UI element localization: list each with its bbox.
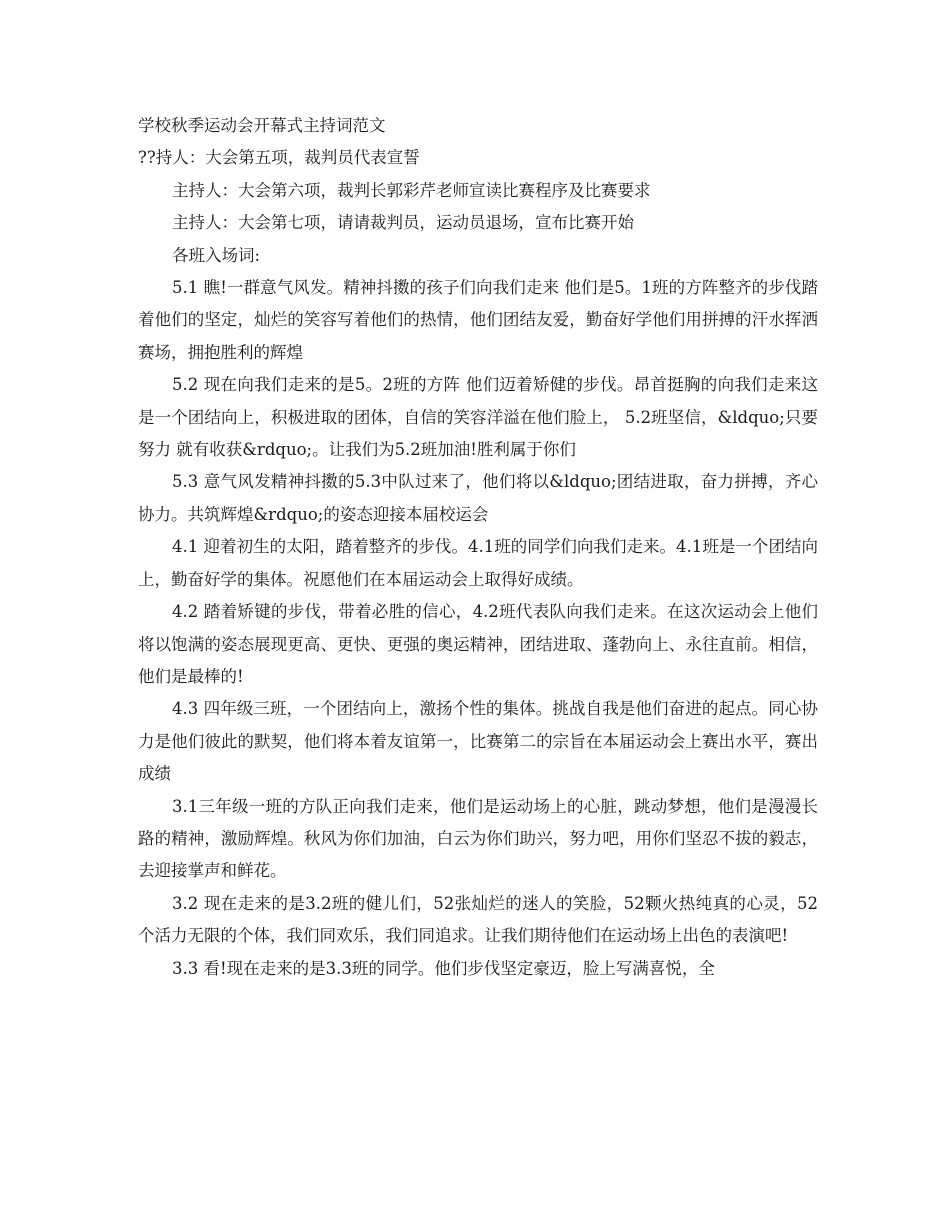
paragraph: 各班入场词: [172, 245, 261, 265]
paragraph: 主持人：大会第七项，请请裁判员，运动员退场，宣布比赛开始 [172, 213, 634, 233]
paragraph: 4.3 四年级三班，一个团结向上，激扬个性的集体。挑战自我是他们奋进的起点。同心协力是他们彼此的默契，他们将本着友谊第一，比赛第二的宗旨在本届运动会上赛出水平，赛出成绩 [138, 699, 818, 784]
paragraph: 5.2 现在向我们走来的是5。2班的方阵 他们迈着矫健的步伐。昂首挺胸的向我们走来这是一个团结向上，积极进取的团体，自信的笑容洋溢在他们脸上， 5.2班坚信，&ldquo;只要努力 就有收获&rdquo;。让我们为5.2班加油!胜利属于你们 [138, 375, 818, 460]
paragraph: 4.2 踏着矫键的步伐，带着必胜的信心，4.2班代表队向我们走来。在这次运动会上他们将以饱满的姿态展现更高、更快、更强的奥运精神，团结进取、蓬勃向上、永往直前。相信，他们是最棒的! [138, 602, 818, 686]
paragraph-list [138, 142, 818, 985]
paragraph: 5.3 意气风发精神抖擞的5.3中队过来了，他们将以&ldquo;团结进取，奋力拼搏，齐心协力。共筑辉煌&rdquo;的姿态迎接本届校运会 [138, 472, 818, 524]
paragraph: 4.1 迎着初生的太阳，踏着整齐的步伐。4.1班的同学们向我们走来。4.1班是一个团结向上，勤奋好学的集体。祝愿他们在本届运动会上取得好成绩。 [138, 537, 818, 589]
document-title: 学校秋季运动会开幕式主持词范文 [138, 116, 386, 135]
paragraph: 主持人：大会第六项，裁判长郭彩芹老师宣读比赛程序及比赛要求 [172, 180, 651, 200]
document-body [138, 110, 818, 985]
paragraph: 3.2 现在走来的是3.2班的健儿们，52张灿烂的迷人的笑脸，52颗火热纯真的心灵，52个活力无限的个体，我们同欢乐，我们同追求。让我们期待他们在运动场上出色的表演吧! [138, 893, 818, 946]
paragraph: 3.1三年级一班的方队正向我们走来，他们是运动场上的心脏，跳动梦想，他们是漫漫长路的精神，激励辉煌。秋风为你们加油，白云为你们助兴，努力吧，用你们坚忍不拔的毅志，去迎接掌声和鲜花。 [138, 796, 818, 881]
paragraph: 5.1 瞧!一群意气风发。精神抖擞的孩子们向我们走来 他们是5。1班的方阵整齐的步伐踏着他们的坚定，灿烂的笑容写着他们的热情，他们团结友爱，勤奋好学他们用拼搏的汗水挥洒赛场，拥抱胜利的辉煌 [138, 278, 818, 362]
paragraph: 3.3 看!现在走来的是3.3班的同学。他们步伐坚定豪迈，脸上写满喜悦，全 [172, 958, 715, 978]
paragraph: ??持人：大会第五项，裁判员代表宣誓 [138, 148, 420, 168]
